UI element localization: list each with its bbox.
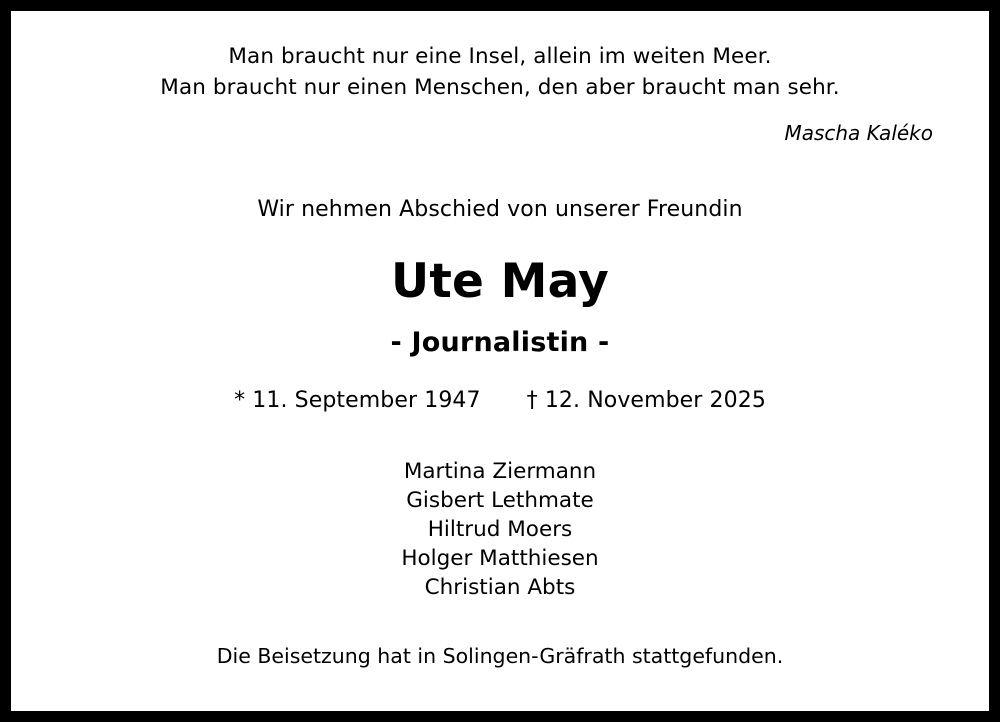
birth-date: * 11. September 1947 xyxy=(234,388,481,414)
list-item: Christian Abts xyxy=(424,575,576,601)
list-item: Hiltrud Moers xyxy=(427,517,573,543)
farewell-text: Wir nehmen Abschied von unserer Freundin xyxy=(257,197,743,223)
deceased-name: Ute May xyxy=(391,254,609,310)
list-item: Holger Matthiesen xyxy=(401,546,599,572)
mourners-list xyxy=(45,457,955,602)
burial-note: Die Beisetzung hat in Solingen-Gräfrath stattgefunden. xyxy=(216,644,784,669)
list-item: Gisbert Lethmate xyxy=(406,488,594,514)
life-dates xyxy=(45,388,955,413)
notice-inner-frame xyxy=(9,9,991,713)
death-date: † 12. November 2025 xyxy=(526,388,766,414)
quote-attribution: Mascha Kaléko xyxy=(784,121,933,146)
quote-block xyxy=(45,41,955,103)
deceased-role: - Journalistin - xyxy=(390,327,610,359)
quote-line-1: Man braucht nur eine Insel, allein im weiten Meer. xyxy=(228,44,772,69)
quote-line-2: Man braucht nur einen Menschen, den aber braucht man sehr. xyxy=(160,75,840,101)
list-item: Martina Ziermann xyxy=(403,459,597,485)
